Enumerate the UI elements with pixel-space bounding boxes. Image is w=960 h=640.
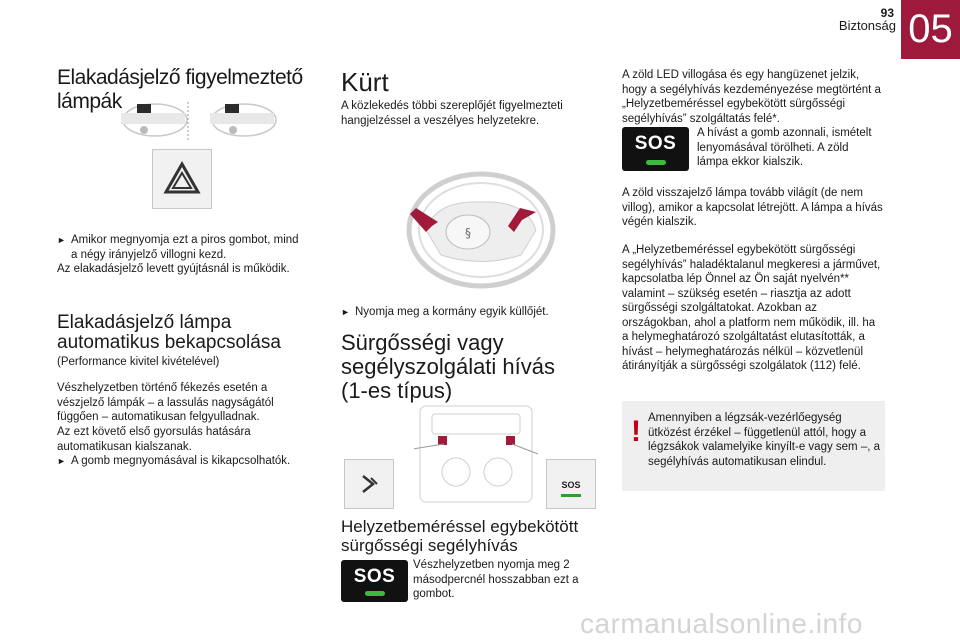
sos-label: SOS (353, 566, 396, 587)
led-paragraph: A zöld LED villogása és egy hangüzenet jelzik, hogy a segélyhívás kezdeményezése megtörtént a „Helyzetbeméréssel egybekötött sürgősségi segélyhívás” szolgáltatás felé*. (622, 69, 881, 125)
double-arrow-icon (345, 460, 393, 508)
hazard-text: Az elakadásjelző levett gyújtásnál is működik. (57, 263, 290, 275)
sos-button-photo (341, 560, 408, 602)
svg-text:§: § (465, 226, 471, 240)
page-number: 93 (880, 6, 894, 20)
sos-small-led (561, 494, 581, 497)
console-illustration (414, 402, 538, 506)
hazard-button-image (152, 149, 212, 209)
sos-instructions: Vészhelyzetben nyomja meg 2 másodpercnél hosszabban ezt a gombot. (413, 559, 579, 600)
sos-small-label: SOS (561, 480, 581, 490)
bullet-icon: ► (341, 307, 350, 317)
warning-box (622, 401, 885, 491)
hazard-bullet: ► Amikor megnyomja ezt a piros gombot, mind a négy irányjelző villogni kezd. (57, 234, 299, 261)
emergency-call-title: Sürgősségi vagy segélyszolgálati hívás (1-es típus) (341, 330, 556, 403)
sos-led (365, 591, 385, 596)
sos-label-2: SOS (634, 133, 677, 154)
watermark: carmanualsonline.info (580, 608, 863, 639)
auto-hazard-title: Elakadásjelző lámpa automatikus bekapcsolása (57, 312, 281, 353)
hazard-lights-title: Elakadásjelző figyelmeztető lámpák (57, 66, 303, 113)
bullet-icon: ► (57, 456, 66, 466)
sos-led-2 (646, 160, 666, 165)
section-name: Biztonság (838, 18, 896, 33)
hazard-direction-button-image (344, 459, 394, 509)
auto-hazard-para2: Az ezt követő első gyorsulás hatására automatikusan kialszanak. (57, 426, 251, 453)
sos-button-photo-2 (622, 127, 689, 171)
geo-emergency-title: Helyzetbeméréssel egybekötött sürgősségi segélyhívás (341, 517, 579, 555)
warning-text: Amennyiben a légzsák-vezérlőegység ütközést érzékel – függetlenül attól, hogy a légzsákok valamelyike kinyílt-e vagy sem –, a segélyhívás automatikusan elindul. (648, 412, 881, 468)
chapter-tab: 05 (901, 0, 960, 59)
auto-hazard-para: Vészhelyzetben történő fékezés esetén a vészjelző lámpák – a lassulás nagyságától függően – automatikusan felgyulladnak. (57, 382, 274, 423)
performance-note: (Performance kivitel kivételével) (57, 356, 220, 368)
warning-icon: ! (631, 415, 641, 448)
hazard-triangle-icon (153, 150, 211, 208)
dashboard-illustration (118, 100, 318, 142)
horn-intro: A közlekedés többi szereplőjét figyelmezteti hangjelzéssel a veszélyes helyzetekre. (341, 100, 563, 127)
sos-button-image (546, 459, 596, 509)
steering-wheel-illustration (396, 160, 566, 290)
cancel-call-paragraph: A hívást a gomb azonnali, ismételt lenyomásával törölheti. A zöld lámpa ekkor kialszik. (697, 127, 872, 168)
service-paragraph: A „Helyzetbeméréssel egybekötött sürgősségi segélyhívás” haladéktalanul megkeresi a járművet, kapcsolatba lép Önnel az Ön saját nyelvén** valamint – szükség esetén – riasztja az adott sürgősségi szolgáltatokat. Azokban az országokban, ahol a platform nem működik, ill. ha a helymeghatározó szolgáltatást elutasították, a hívást – helymeghatározás nélkül – közvetlenül átirányítják a sürgősségi szolgálatok (112) felé. (622, 244, 881, 372)
horn-title: Kürt (341, 67, 389, 97)
green-lamp-paragraph: A zöld visszajelző lámpa tovább világít (de nem villog), amikor a kapcsolat létrejött. A lámpa a hívás végén kialszik. (622, 187, 883, 228)
auto-hazard-bullet: ► A gomb megnyomásával is kikapcsolhatók. (57, 455, 291, 467)
bullet-icon: ► (57, 235, 66, 245)
horn-bullet: ► Nyomja meg a kormány egyik küllőjét. (341, 306, 549, 318)
